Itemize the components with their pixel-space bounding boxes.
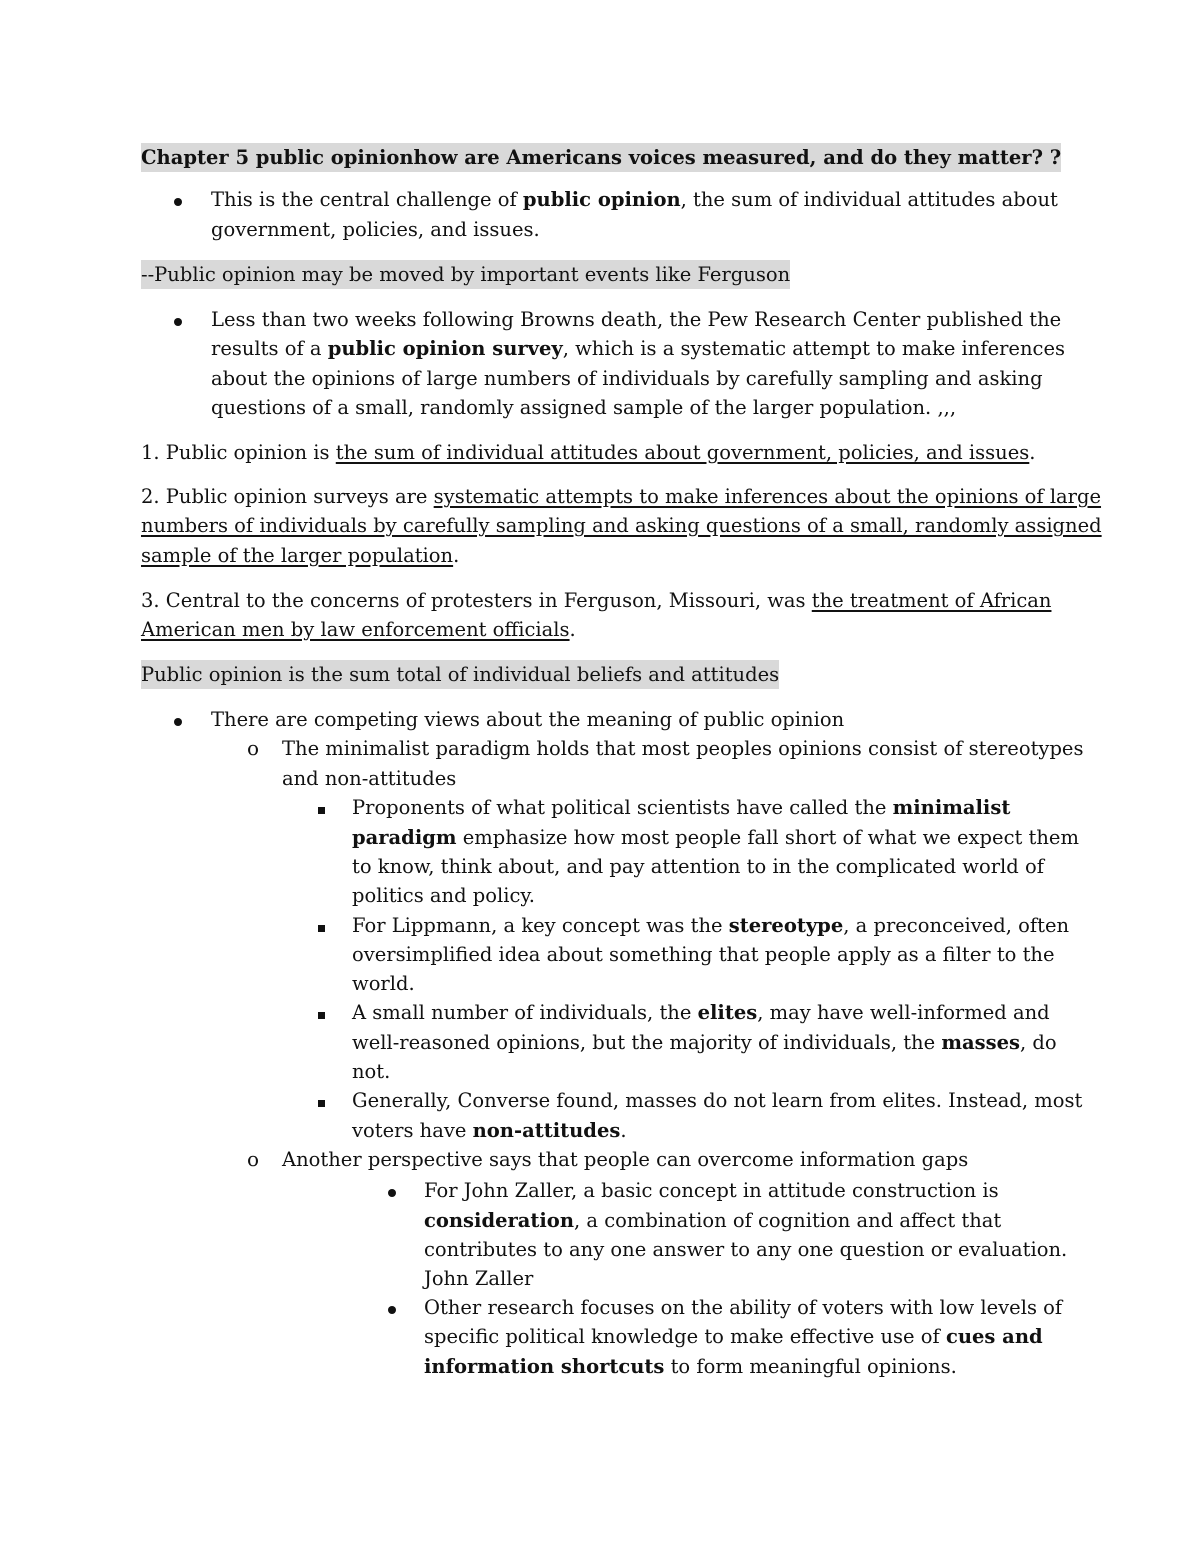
bullet-icon xyxy=(174,705,182,734)
circle-bullet-icon: o xyxy=(247,736,260,760)
bullet-text: John Zaller xyxy=(424,1267,534,1290)
bullet-icon xyxy=(388,1176,396,1205)
square-bullet-icon xyxy=(318,793,325,822)
bullet-text: There are competing views about the meaning of public opinion xyxy=(211,708,845,731)
bullet-text: For John Zaller, a basic concept in attitude construction is xyxy=(424,1179,999,1202)
circle-bullet-icon: o xyxy=(247,1147,260,1171)
page-title: Chapter 5 public opinionhow are Americans voices measured, and do they matter? ? xyxy=(141,143,1061,172)
square-bullet-text: voters have non-attitudes. xyxy=(352,1119,627,1142)
bullet-text: This is the central challenge of public opinion, the sum of individual attitudes about xyxy=(211,188,1058,211)
bullet-text: information shortcuts to form meaningful opinions. xyxy=(424,1355,957,1378)
numbered-item: numbers of individuals by carefully sampling and asking questions of a small, randomly assigned xyxy=(141,514,1102,537)
square-bullet-text: politics and policy. xyxy=(352,884,536,907)
section-heading: Public opinion is the sum total of individual beliefs and attitudes xyxy=(141,660,779,689)
square-bullet-icon xyxy=(318,911,325,940)
bullet-text: Other research focuses on the ability of voters with low levels of xyxy=(424,1296,1063,1319)
square-bullet-text: Generally, Converse found, masses do not learn from elites. Instead, most xyxy=(352,1089,1083,1112)
bullet-text: questions of a small, randomly assigned sample of the larger population. ,,, xyxy=(211,396,957,419)
bullet-text: results of a public opinion survey, which is a systematic attempt to make inferences xyxy=(211,337,1065,360)
square-bullet-text: world. xyxy=(352,972,415,995)
numbered-item: sample of the larger population. xyxy=(141,544,460,567)
square-bullet-icon xyxy=(318,998,325,1027)
sub-bullet-text: Another perspective says that people can overcome information gaps xyxy=(282,1148,969,1171)
square-bullet-text: not. xyxy=(352,1060,391,1083)
numbered-item: 2. Public opinion surveys are systematic attempts to make inferences about the opinions of large xyxy=(141,485,1102,508)
bullet-text: consideration, a combination of cognition and affect that xyxy=(424,1209,1002,1232)
bullet-text: Less than two weeks following Browns death, the Pew Research Center published the xyxy=(211,308,1062,331)
numbered-item: 3. Central to the concerns of protesters in Ferguson, Missouri, was the treatment of African xyxy=(141,589,1052,612)
numbered-item: American men by law enforcement officials. xyxy=(141,618,576,641)
sub-bullet-text: and non-attitudes xyxy=(282,767,457,790)
bullet-text: contributes to any one answer to any one question or evaluation. xyxy=(424,1238,1068,1261)
square-bullet-text: Proponents of what political scientists have called the minimalist xyxy=(352,796,1011,819)
square-bullet-text: A small number of individuals, the elites, may have well-informed and xyxy=(352,1001,1050,1024)
square-bullet-text: For Lippmann, a key concept was the stereotype, a preconceived, often xyxy=(352,914,1070,937)
numbered-item: 1. Public opinion is the sum of individual attitudes about government, policies, and issues. xyxy=(141,441,1036,464)
bullet-text: government, policies, and issues. xyxy=(211,218,540,241)
sub-bullet-text: The minimalist paradigm holds that most peoples opinions consist of stereotypes xyxy=(282,737,1084,760)
square-bullet-text: to know, think about, and pay attention to in the complicated world of xyxy=(352,855,1044,878)
bullet-icon xyxy=(388,1293,396,1322)
square-bullet-icon xyxy=(318,1086,325,1115)
square-bullet-text: paradigm emphasize how most people fall short of what we expect them xyxy=(352,826,1079,849)
bullet-text: specific political knowledge to make effective use of cues and xyxy=(424,1325,1043,1348)
section-heading: --Public opinion may be moved by important events like Ferguson xyxy=(141,260,790,289)
bullet-icon xyxy=(174,185,182,214)
bullet-icon xyxy=(174,305,182,334)
bullet-text: about the opinions of large numbers of individuals by carefully sampling and asking xyxy=(211,367,1043,390)
square-bullet-text: oversimplified idea about something that people apply as a filter to the xyxy=(352,943,1055,966)
square-bullet-text: well-reasoned opinions, but the majority of individuals, the masses, do xyxy=(352,1031,1057,1054)
